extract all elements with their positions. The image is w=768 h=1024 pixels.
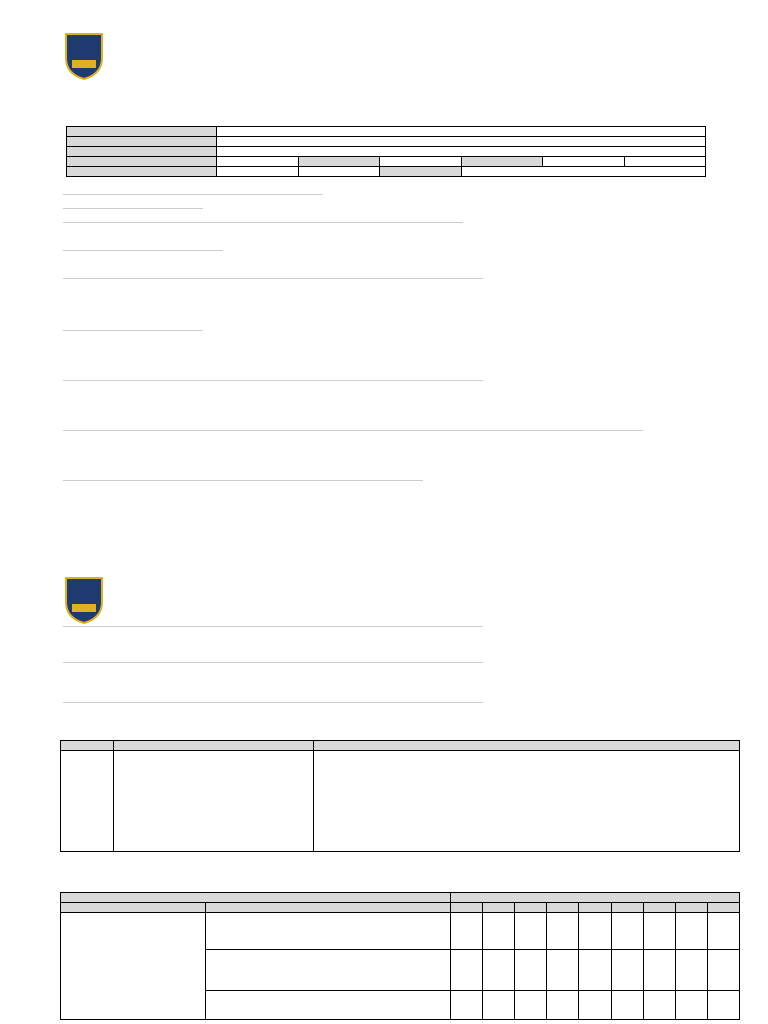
school-logo (63, 30, 105, 80)
purposes-table (60, 892, 740, 1020)
page-2 (0, 560, 768, 1024)
needs-table (60, 740, 740, 852)
school-logo-2 (63, 574, 105, 624)
info-table (66, 126, 706, 177)
body-text-placeholder (63, 190, 703, 505)
crest-icon (63, 30, 105, 80)
crest-icon (63, 574, 105, 624)
context-text-placeholder (63, 622, 703, 712)
